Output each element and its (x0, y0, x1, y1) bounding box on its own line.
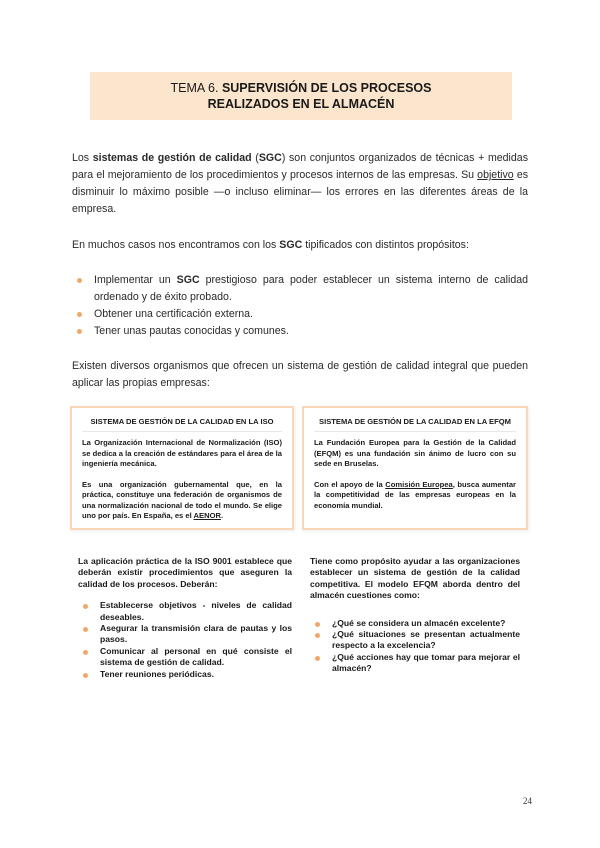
iso-requirements-list (78, 600, 292, 680)
iso-card (70, 406, 294, 530)
iso-detail-paragraph: La aplicación práctica de la ISO 9001 establece que deberán existir procedimientos que aseguren la calidad de los procesos. Deberán: (78, 556, 293, 589)
list-item: Establecerse objetivos - niveles de calidad deseables. (78, 600, 292, 623)
iso-detail-column (78, 556, 292, 680)
iso-card-title: SISTEMA DE GESTIÓN DE LA CALIDAD EN LA ISO (82, 414, 282, 432)
chapter-title-banner (90, 72, 512, 120)
efqm-detail-column (310, 556, 520, 675)
list-item: ¿Qué situaciones se presentan actualmente respecto a la excelencia? (310, 629, 520, 652)
list-item: Tener reuniones periódicas. (78, 669, 292, 680)
list-item: Tener unas pautas conocidas y comunes. (72, 323, 528, 340)
efqm-card-text-1: La Fundación Europea para la Gestión de la Calidad (EFQM) es una fundación sin ánimo de lucro con su sede en Bruselas. (314, 438, 516, 468)
list-item: ¿Qué acciones hay que tomar para mejorar el almacén? (310, 652, 520, 675)
page-number: 24 (523, 796, 532, 806)
efqm-detail-paragraph: Tiene como propósito ayudar a las organizaciones establecer un sistema de gestión de la calidad competitiva. El modelo EFQM aborda dentro del almacén cuestiones como: (310, 556, 520, 601)
sgc-purposes-list (72, 272, 528, 340)
list-item: Implementar un SGC prestigioso para poder establecer un sistema interno de calidad ordenado y de éxito probado. (72, 272, 528, 306)
efqm-card-text-2: Con el apoyo de la Comisión Europea, busca aumentar la competitividad de las empresas europeas en la economía mundial. (314, 479, 517, 510)
efqm-card-title: SISTEMA DE GESTIÓN DE LA CALIDAD EN LA EFQM (314, 414, 516, 432)
intro-paragraph: Los sistemas de gestión de calidad (SGC) son conjuntos organizados de técnicas + medidas para el mejoramiento de los procedimientos y procesos internos de las empresas. Su objetivo es disminuir lo máximo posible —o incluso eliminar— los errores en las diferentes áreas de la empresa. (72, 152, 529, 215)
efqm-questions-list (310, 618, 520, 675)
efqm-card (302, 406, 528, 530)
list-item: Obtener una certificación externa. (72, 306, 528, 323)
chapter-number: TEMA 6. (170, 81, 219, 95)
chapter-title-line-1 (171, 80, 432, 96)
list-item: Asegurar la transmisión clara de pautas y los pasos. (78, 623, 292, 646)
chapter-title-text-1: SUPERVISIÓN DE LOS PROCESOS (221, 81, 432, 95)
sgc-purposes-paragraph: En muchos casos nos encontramos con los SGC tipificados con distintos propósitos: (72, 239, 469, 251)
chapter-title-text-2: REALIZADOS EN EL ALMACÉN (207, 97, 395, 111)
list-item: Comunicar al personal en qué consiste el sistema de gestión de calidad. (78, 646, 292, 669)
iso-card-text-1: La Organización Internacional de Normalización (ISO) se dedica a la creación de estándares para el área de la ingeniería mecánica. (82, 438, 282, 468)
iso-card-text-2: Es una organización gubernamental que, en la práctica, constituye una federación de organismos de una normalización nacional de todo el mundo. Se elige uno por país. En España, es el AENOR. (82, 479, 282, 520)
list-item: ¿Qué se considera un almacén excelente? (310, 618, 520, 629)
organisms-paragraph: Existen diversos organismos que ofrecen un sistema de gestión de calidad integral que pueden aplicar las propias empresas: (72, 360, 528, 389)
